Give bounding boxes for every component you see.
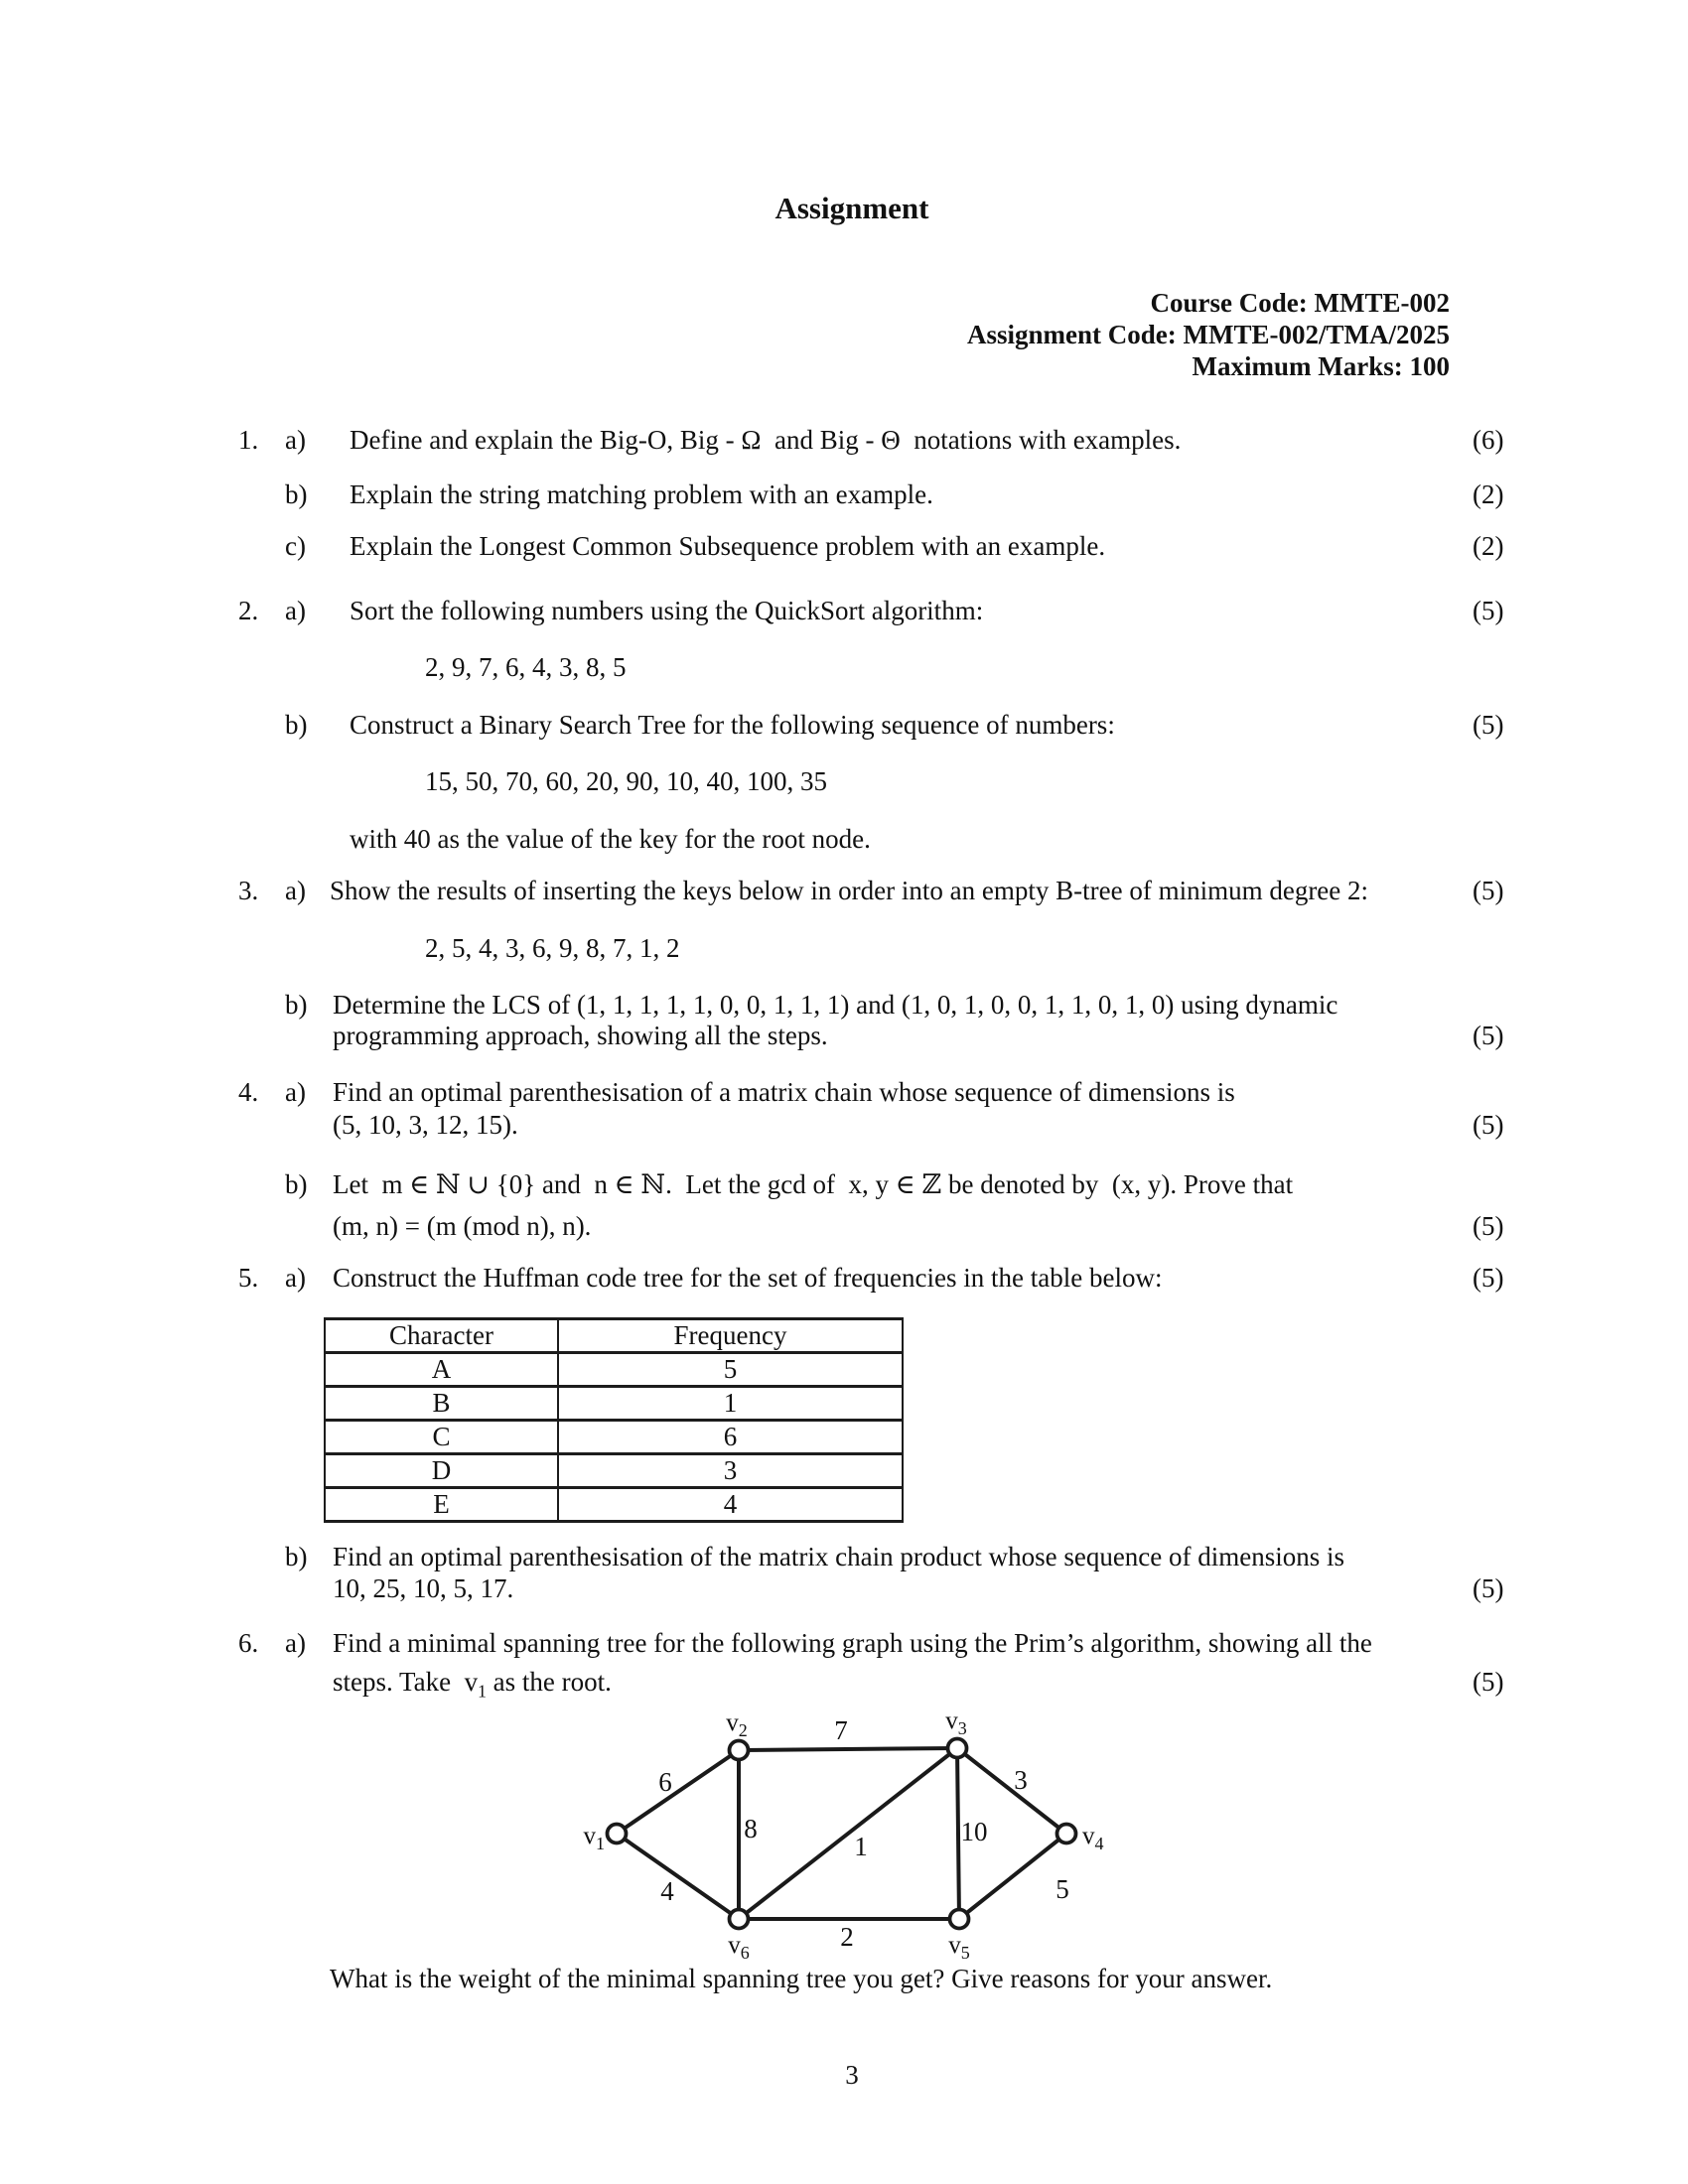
character-cell: B (325, 1387, 558, 1421)
frequency-cell: 6 (558, 1421, 903, 1454)
question-1b (0, 478, 1688, 511)
question-text: Show the results of inserting the keys below in order into an empty B-tree of minimum degree 2: (330, 876, 1369, 905)
number-sequence: 2, 9, 7, 6, 4, 3, 8, 5 (425, 652, 627, 682)
question-4a-line1 (0, 1075, 1688, 1109)
marks-badge: (5) (1473, 710, 1504, 740)
question-4b-line2 (0, 1209, 1688, 1243)
part-letter: a) (285, 425, 306, 455)
weighted-graph (576, 1703, 1112, 1980)
character-cell: E (325, 1488, 558, 1522)
graph-vertex-v6 (730, 1910, 749, 1929)
question-text: with 40 as the value of the key for the root node. (350, 824, 871, 854)
frequency-cell: 5 (558, 1353, 903, 1387)
marks-badge: (5) (1473, 1211, 1504, 1241)
part-letter: a) (285, 1263, 306, 1293)
character-cell: D (325, 1454, 558, 1488)
question-2a-sequence (0, 650, 1688, 684)
character-cell: C (325, 1421, 558, 1454)
part-letter: b) (285, 1169, 308, 1199)
question-text: Explain the Longest Common Subsequence problem with an example. (350, 531, 1106, 561)
question-text: Explain the string matching problem with an example. (350, 479, 933, 509)
question-2a (0, 594, 1688, 627)
vertex-label-v1: $v_1$ (583, 1823, 605, 1853)
graph-edge-v3-v5 (957, 1748, 959, 1919)
part-letter: a) (285, 1628, 306, 1658)
course-code: Course Code: MMTE-002 (1150, 288, 1450, 318)
marks-badge: (6) (1473, 425, 1504, 455)
question-3a-sequence (0, 931, 1688, 965)
graph-vertex-v5 (950, 1910, 969, 1929)
graph-edge-v1-v6 (617, 1834, 739, 1919)
maximum-marks: Maximum Marks: 100 (1192, 351, 1450, 381)
graph-edge-v2-v3 (739, 1748, 957, 1750)
vertex-label-v4: $v_4$ (1082, 1823, 1104, 1853)
graph-edge-v3-v6 (739, 1748, 957, 1919)
part-letter: b) (285, 1542, 308, 1571)
table-header-row (325, 1319, 903, 1353)
question-4b-line1 (0, 1167, 1688, 1201)
question-number: 4. (238, 1077, 259, 1107)
question-4a-line2 (0, 1108, 1688, 1142)
question-2b-sequence (0, 764, 1688, 798)
edge-weight-v4-v5: 5 (1055, 1874, 1069, 1904)
graph-figure (576, 1703, 1112, 1980)
question-text: Define and explain the Big-O, Big - Ω and Big - Θ notations with examples. (350, 425, 1182, 455)
question-text: Find a minimal spanning tree for the following graph using the Prim’s algorithm, showing all the (333, 1628, 1372, 1658)
graph-vertex-v1 (608, 1825, 627, 1843)
edge-weight-v6-v5: 2 (840, 1922, 854, 1952)
part-letter: c) (285, 531, 306, 561)
question-text: programming approach, showing all the steps. (333, 1021, 828, 1050)
question-5b-line2 (0, 1571, 1688, 1605)
part-letter: a) (285, 1077, 306, 1107)
question-6a-line1 (0, 1626, 1688, 1660)
edge-weight-v1-v2: 6 (658, 1767, 672, 1797)
marks-badge: (2) (1473, 479, 1504, 509)
table-row (325, 1387, 903, 1421)
subscript: 1 (478, 1681, 487, 1702)
question-text: Find an optimal parenthesisation of the matrix chain product whose sequence of dimensions is (333, 1542, 1345, 1571)
question-6a-closing (0, 1962, 1688, 1995)
marks-badge: (5) (1473, 1667, 1504, 1697)
part-letter: a) (285, 876, 306, 905)
part-letter: b) (285, 990, 308, 1020)
marks-badge: (2) (1473, 531, 1504, 561)
question-text: steps. Take $v_1$ as the root. (333, 1667, 612, 1702)
question-text: Sort the following numbers using the QuickSort algorithm: (350, 596, 984, 625)
frequency-cell: 1 (558, 1387, 903, 1421)
number-sequence: 2, 5, 4, 3, 6, 9, 8, 7, 1, 2 (425, 933, 680, 963)
marks-badge: (5) (1473, 1263, 1504, 1293)
question-number: 2. (238, 596, 259, 625)
vertex-label-v5: $v_5$ (948, 1932, 970, 1963)
table-row (325, 1454, 903, 1488)
vertex-label-v6: $v_6$ (728, 1932, 750, 1963)
frequency-table (324, 1317, 904, 1523)
assignment-code: Assignment Code: MMTE-002/TMA/2025 (967, 320, 1450, 349)
marks-badge: (5) (1473, 1573, 1504, 1603)
part-letter: a) (285, 596, 306, 625)
question-3b-line2 (0, 1019, 1688, 1052)
question-number: 3. (238, 876, 259, 905)
question-3a (0, 874, 1688, 907)
part-letter: b) (285, 710, 308, 740)
marks-badge: (5) (1473, 876, 1504, 905)
question-text: Find an optimal parenthesisation of a matrix chain whose sequence of dimensions is (333, 1077, 1235, 1107)
graph-vertex-v2 (730, 1741, 749, 1760)
question-text: Determine the LCS of (1, 1, 1, 1, 1, 0, 0, 1, 1, 1) and (1, 0, 1, 0, 0, 1, 1, 0, 1, 0) using dynamic (333, 990, 1338, 1020)
marks-badge: (5) (1473, 1021, 1504, 1050)
marks-badge: (5) (1473, 596, 1504, 625)
question-math-text: (m, n) = (m (mod n), n). (333, 1211, 592, 1241)
number-sequence: 15, 50, 70, 60, 20, 90, 10, 40, 100, 35 (425, 766, 827, 796)
question-number: 1. (238, 425, 259, 455)
question-5b-line1 (0, 1540, 1688, 1573)
vertex-label-v2: $v_2$ (726, 1709, 748, 1740)
edge-weight-v3-v5: 10 (960, 1817, 988, 1846)
question-6a-line2 (0, 1665, 1688, 1702)
graph-vertex-v3 (948, 1739, 967, 1758)
question-1a (0, 423, 1688, 457)
question-1c (0, 529, 1688, 563)
question-text: Construct a Binary Search Tree for the following sequence of numbers: (350, 710, 1115, 740)
edge-weight-v2-v3: 7 (834, 1715, 848, 1745)
question-5a (0, 1261, 1688, 1295)
table-row (325, 1421, 903, 1454)
question-number: 6. (238, 1628, 259, 1658)
table-row (325, 1353, 903, 1387)
vertex-label-v3: $v_3$ (945, 1707, 967, 1738)
character-cell: A (325, 1353, 558, 1387)
question-3b-line1 (0, 988, 1688, 1022)
header-block (695, 287, 1450, 382)
edge-weight-v3-v4: 3 (1014, 1765, 1028, 1795)
page-title: Assignment (774, 191, 929, 225)
marks-badge: (5) (1473, 1110, 1504, 1140)
graph-edge-v1-v2 (617, 1750, 739, 1834)
table-row (325, 1488, 903, 1522)
question-2b (0, 708, 1688, 742)
question-math-text: Let m ∈ ℕ ∪ {0} and n ∈ ℕ. Let the gcd of x, y ∈ ℤ be denoted by (x, y). Prove that (333, 1169, 1294, 1199)
column-header-character: Character (325, 1319, 558, 1353)
page-number: 3 (845, 2060, 859, 2090)
edge-weight-v1-v6: 4 (660, 1876, 674, 1906)
question-text: Construct the Huffman code tree for the set of frequencies in the table below: (333, 1263, 1163, 1293)
frequency-cell: 4 (558, 1488, 903, 1522)
question-text: 10, 25, 10, 5, 17. (333, 1573, 514, 1603)
question-number: 5. (238, 1263, 259, 1293)
question-2b-note (0, 822, 1688, 856)
question-text: What is the weight of the minimal spanning tree you get? Give reasons for your answer. (330, 1964, 1273, 1993)
frequency-cell: 3 (558, 1454, 903, 1488)
part-letter: b) (285, 479, 308, 509)
question-text: (5, 10, 3, 12, 15). (333, 1110, 518, 1140)
edge-weight-v2-v6: 8 (744, 1814, 758, 1843)
edge-weight-v3-v6: 1 (854, 1832, 868, 1861)
graph-vertex-v4 (1057, 1825, 1076, 1843)
column-header-frequency: Frequency (558, 1319, 903, 1353)
